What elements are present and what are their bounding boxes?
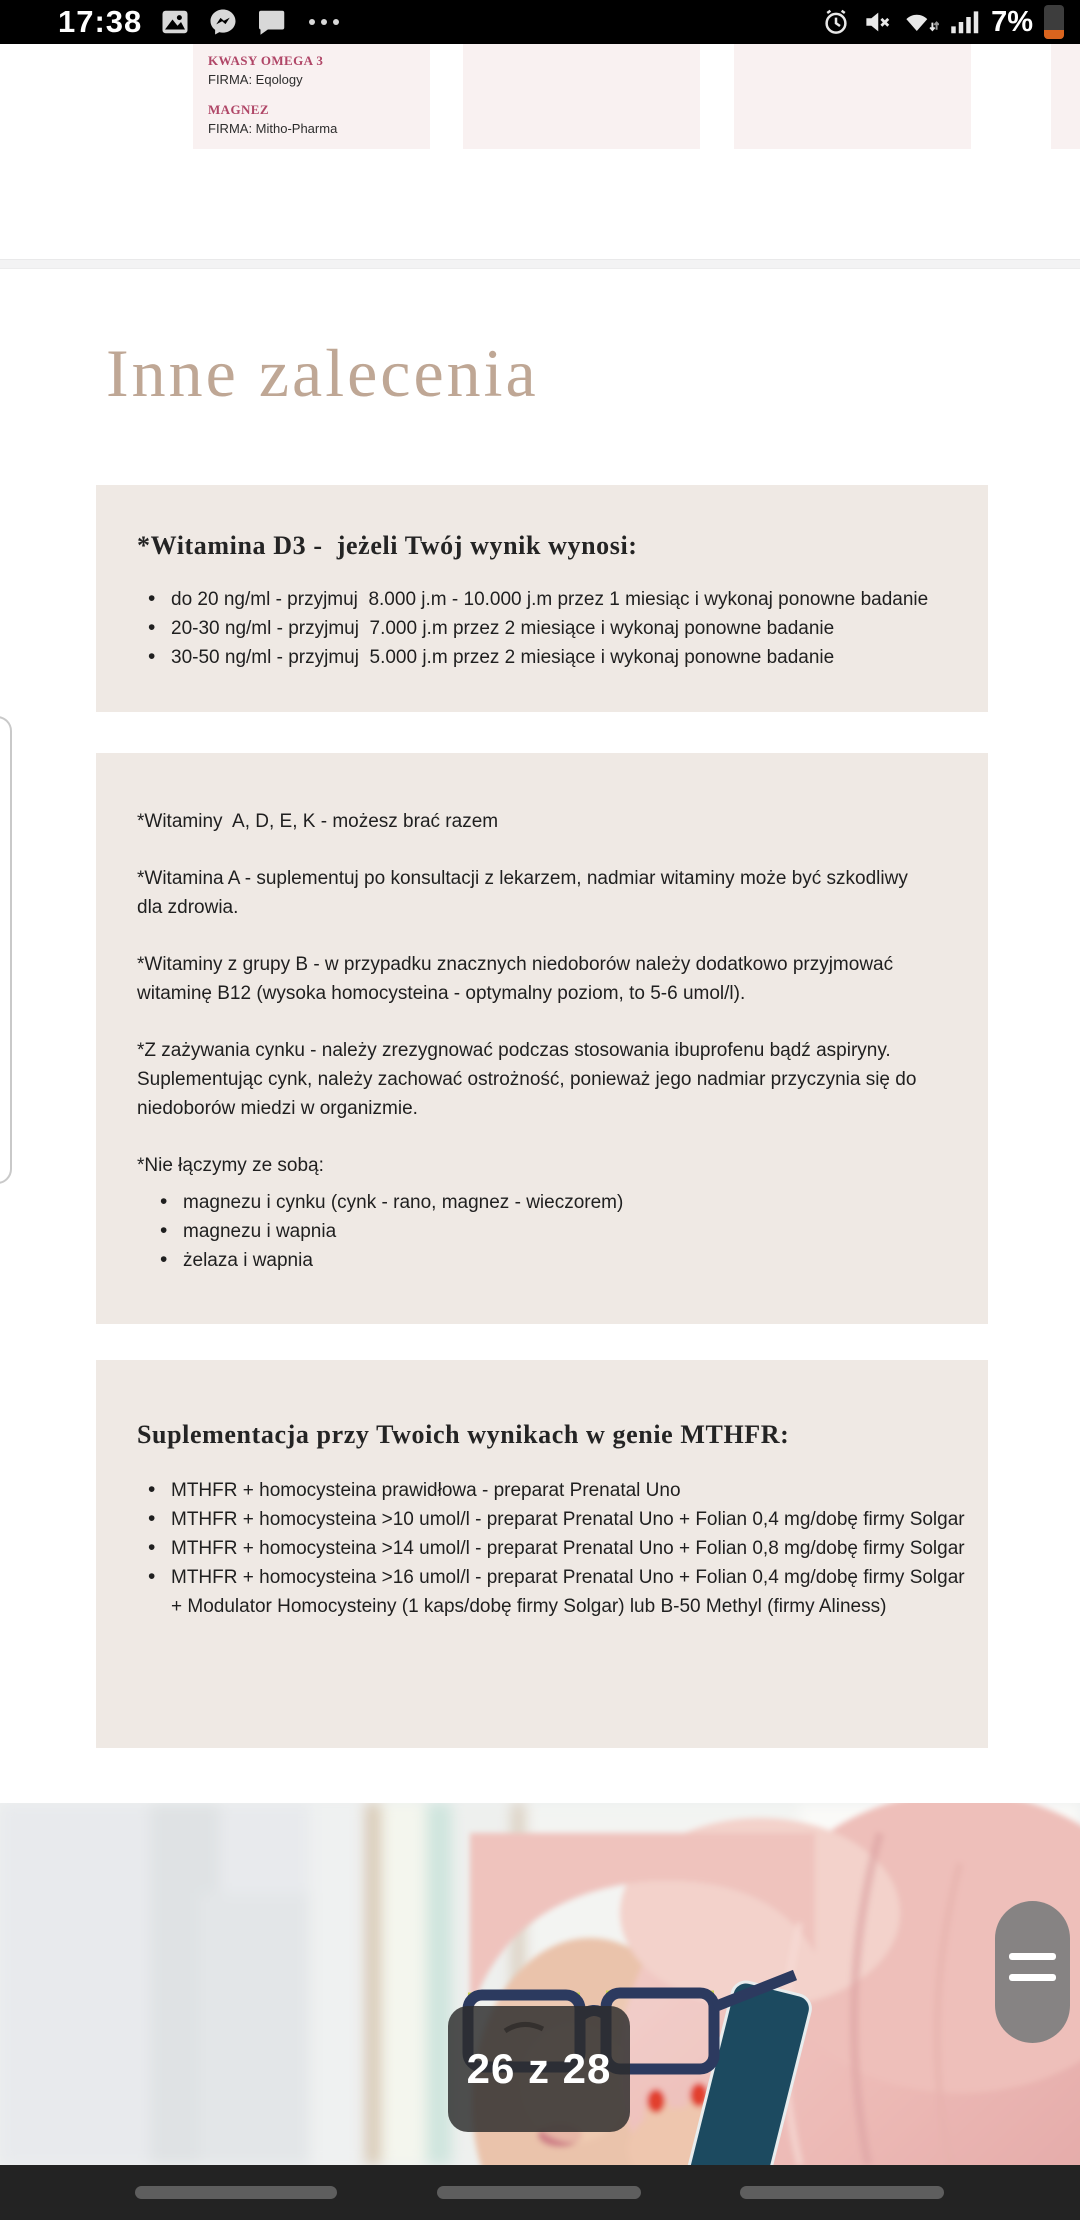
product-card [734, 44, 971, 149]
signal-icon [950, 9, 980, 35]
status-bar-left [58, 4, 344, 40]
nav-handle-left[interactable] [135, 2186, 337, 2199]
battery-percent: 7% [991, 5, 1033, 38]
list-item: • żelaza i wapnia [149, 1246, 958, 1275]
mthfr-heading: Suplementacja przy Twoich wynikach w genie MTHFR: [137, 1420, 790, 1449]
sms-icon [256, 7, 286, 37]
messenger-icon [208, 7, 238, 37]
product-card-partial [1051, 44, 1080, 149]
product-name: MAGNEZ [208, 102, 269, 117]
hamburger-icon [1009, 1953, 1056, 1960]
list-item: • 30-50 ng/ml - przyjmuj 5.000 j.m przez 2 miesiące i wykonaj ponowne badanie [137, 643, 958, 672]
list-item: • MTHFR + homocysteina >16 umol/l - preparat Prenatal Uno + Folian 0,4 mg/dobę firmy Solgar + Modulator Homocysteiny (1 kaps/dobę firmy Solgar) lub B-50 Methyl (firmy Aliness) [137, 1563, 968, 1621]
side-drawer-handle[interactable] [0, 716, 12, 1184]
paragraph: *Nie łączymy ze sobą: [137, 1155, 324, 1176]
product-card [193, 44, 430, 149]
product-name: KWASY OMEGA 3 [208, 53, 324, 68]
vitamin-d3-heading: *Witamina D3 - jeżeli Twój wynik wynosi: [137, 531, 638, 560]
page-indicator-label: 26 z 28 [466, 2045, 612, 2092]
menu-button[interactable] [995, 1901, 1070, 2043]
nav-handle-right[interactable] [740, 2186, 944, 2199]
clock: 17:38 [58, 4, 143, 39]
list-item: • MTHFR + homocysteina prawidłowa - preparat Prenatal Uno [137, 1476, 968, 1505]
product-brand: FIRMA: Eqology [208, 72, 303, 87]
navigation-bar [0, 2165, 1080, 2220]
page-indicator-badge [448, 2006, 630, 2132]
previous-page-remnant [0, 44, 1080, 259]
list-item: • MTHFR + homocysteina >14 umol/l - preparat Prenatal Uno + Folian 0,8 mg/dobę firmy Solgar [137, 1534, 968, 1563]
status-bar [0, 0, 1080, 44]
list-item: • magnezu i cynku (cynk - rano, magnez - wieczorem) [149, 1188, 958, 1217]
paragraph: *Witamina A - suplementuj po konsultacji z lekarzem, nadmiar witaminy może być szkodliwy dla zdrowia. [137, 868, 914, 918]
vitamin-d3-list [137, 585, 958, 672]
nav-handle-center[interactable] [437, 2186, 641, 2199]
hamburger-icon [1009, 1974, 1056, 1981]
page-separator [0, 259, 1080, 269]
list-item: • do 20 ng/ml - przyjmuj 8.000 j.m - 10.000 j.m przez 1 miesiąc i wykonaj ponowne badanie [137, 585, 958, 614]
vitamin-d3-box [96, 485, 988, 712]
alarm-icon [821, 7, 851, 37]
mute-icon [862, 7, 892, 37]
more-notifications-icon [304, 7, 344, 37]
battery-icon [1044, 5, 1064, 39]
wifi-icon [903, 7, 939, 37]
paragraph: *Witaminy A, D, E, K - możesz brać razem [137, 811, 499, 832]
product-brand: FIRMA: Mitho-Pharma [208, 121, 338, 136]
mthfr-box [96, 1360, 988, 1748]
do-not-combine-list [149, 1188, 958, 1275]
paragraph: *Z zażywania cynku - należy zrezygnować podczas stosowania ibuprofenu bądź aspiryny. Suplementując cynk, należy zachować ostrożność, ponieważ jego nadmiar przyczynia się do niedoborów miedzi w organizmie. [137, 1040, 922, 1119]
list-item: • MTHFR + homocysteina >10 umol/l - preparat Prenatal Uno + Folian 0,4 mg/dobę firmy Solgar [137, 1505, 968, 1534]
general-recommendations-box [96, 753, 988, 1324]
product-card [463, 44, 700, 149]
list-item: • 20-30 ng/ml - przyjmuj 7.000 j.m przez 2 miesiące i wykonaj ponowne badanie [137, 614, 958, 643]
gallery-icon [160, 7, 190, 37]
page-title: Inne zalecenia [106, 335, 539, 411]
list-item: • magnezu i wapnia [149, 1217, 958, 1246]
mthfr-list [137, 1476, 968, 1621]
status-bar-right [821, 5, 1064, 39]
paragraph: *Witaminy z grupy B - w przypadku znacznych niedoborów należy dodatkowo przyjmować witaminę B12 (wysoka homocysteina - optymalny poziom, to 5-6 umol/l). [137, 954, 899, 1004]
